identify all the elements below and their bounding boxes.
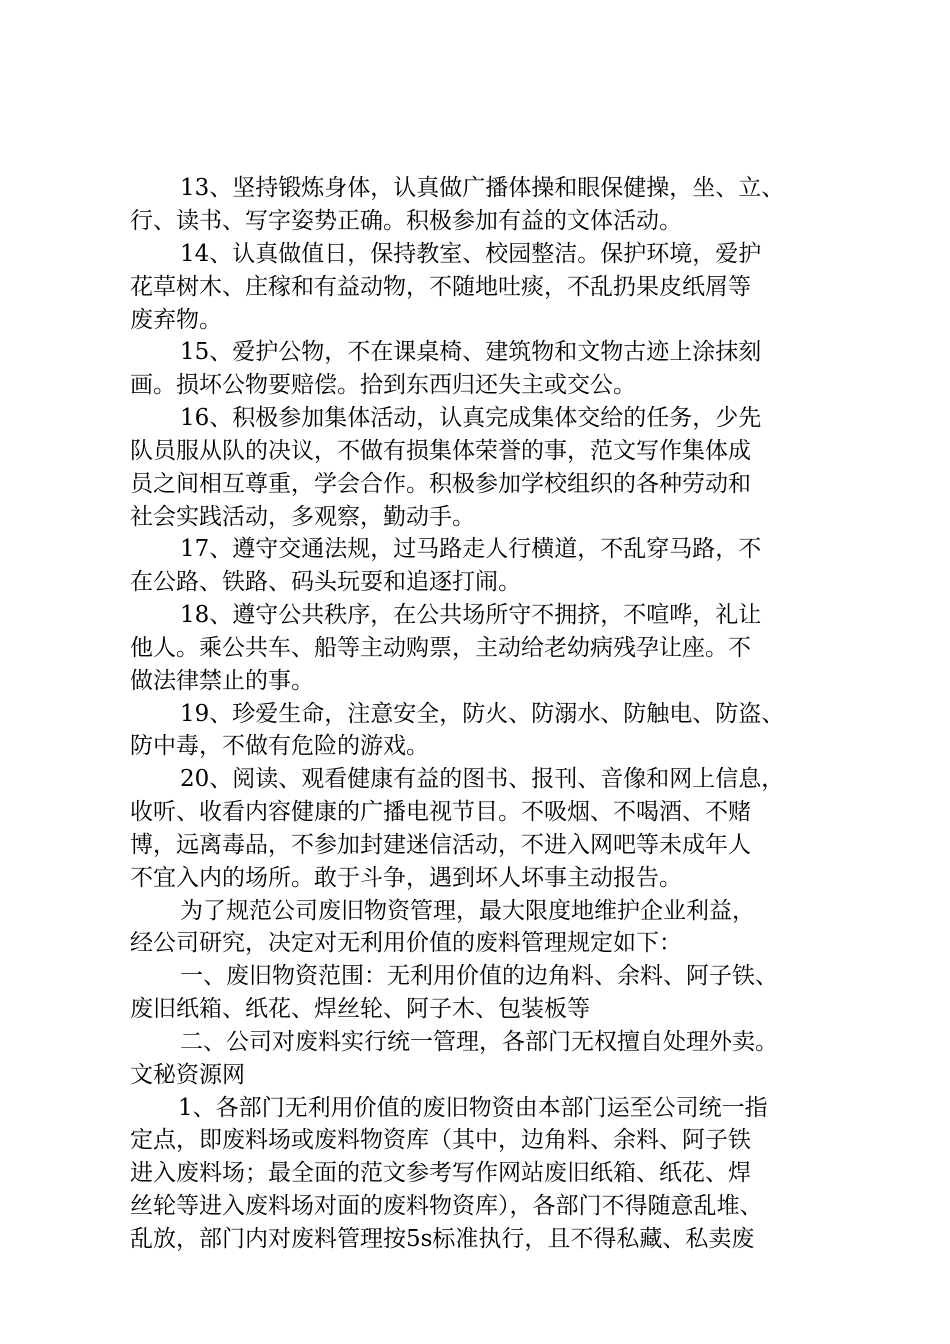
text-line: 队员服从队的决议，不做有损集体荣誉的事，范文写作集体成 (130, 438, 751, 464)
text-line: 不宜入内的场所。敢于斗争，遇到坏人坏事主动报告。 (130, 865, 682, 891)
text-line: 博，远离毒品，不参加封建迷信活动，不进入网吧等未成年人 (130, 832, 751, 858)
text-line: 防中毒，不做有危险的游戏。 (130, 733, 429, 759)
text-line: 18、遵守公共秩序，在公共场所守不拥挤，不喧哗，礼让 (180, 602, 762, 628)
text-line: 1、各部门无利用价值的废旧物资由本部门运至公司统一指 (178, 1095, 768, 1121)
text-line: 员之间相互尊重，学会合作。积极参加学校组织的各种劳动和 (130, 471, 751, 497)
text-line: 16、积极参加集体活动，认真完成集体交给的任务，少先 (180, 405, 762, 431)
text-line: 乱放，部门内对废料管理按5s标准执行，且不得私藏、私卖废 (130, 1226, 755, 1252)
text-line: 15、爱护公物，不在课桌椅、建筑物和文物古迹上涂抹刻 (180, 339, 762, 365)
text-line: 定点，即废料场或废料物资库（其中，边角料、余料、阿子铁 (130, 1127, 751, 1153)
text-line: 他人。乘公共车、船等主动购票，主动给老幼病残孕让座。不 (130, 635, 751, 661)
text-line: 文秘资源网 (130, 1062, 245, 1088)
text-line: 一、废旧物资范围：无利用价值的边角料、余料、阿子铁、 (180, 963, 778, 989)
text-line: 收听、收看内容健康的广播电视节目。不吸烟、不喝酒、不赌 (130, 799, 751, 825)
text-line: 13、坚持锻炼身体，认真做广播体操和眼保健操，坐、立、 (180, 175, 785, 201)
text-line: 废弃物。 (130, 307, 222, 333)
text-line: 14、认真做值日，保持教室、校园整洁。保护环境，爱护 (180, 241, 762, 267)
text-line: 19、珍爱生命，注意安全，防火、防溺水、防触电、防盗、 (180, 701, 785, 727)
text-line: 花草树木、庄稼和有益动物，不随地吐痰，不乱扔果皮纸屑等 (130, 274, 751, 300)
text-line: 为了规范公司废旧物资管理，最大限度地维护企业利益， (180, 898, 755, 924)
text-line: 废旧纸箱、纸花、焊丝轮、阿子木、包装板等 (130, 996, 590, 1022)
text-line: 做法律禁止的事。 (130, 668, 314, 694)
text-line: 丝轮等进入废料场对面的废料物资库），各部门不得随意乱堆、 (130, 1193, 763, 1219)
text-line: 在公路、铁路、码头玩耍和追逐打闹。 (130, 569, 521, 595)
text-line: 社会实践活动，多观察，勤动手。 (130, 504, 475, 530)
text-line: 画。损坏公物要赔偿。拾到东西归还失主或交公。 (130, 372, 636, 398)
text-line: 二、公司对废料实行统一管理，各部门无权擅自处理外卖。 (180, 1029, 778, 1055)
text-line: 20、阅读、观看健康有益的图书、报刊、音像和网上信息， (180, 766, 785, 792)
text-line: 经公司研究，决定对无利用价值的废料管理规定如下： (130, 930, 682, 956)
text-line: 行、读书、写字姿势正确。积极参加有益的文体活动。 (130, 208, 682, 234)
text-line: 17、遵守交通法规，过马路走人行横道，不乱穿马路，不 (180, 536, 762, 562)
text-line: 进入废料场；最全面的范文参考写作网站废旧纸箱、纸花、焊 (130, 1160, 751, 1186)
